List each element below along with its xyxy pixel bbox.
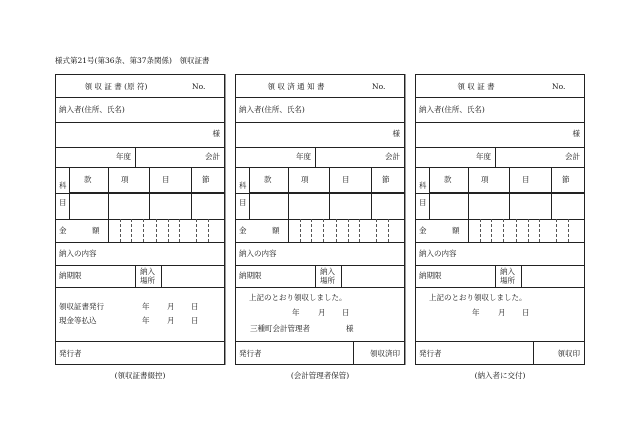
col-divider xyxy=(468,167,469,219)
row-divider xyxy=(236,147,404,148)
fiscal-year-label: 年度 xyxy=(476,152,491,161)
row-divider xyxy=(416,97,584,98)
digit-divider xyxy=(120,219,121,242)
row-divider xyxy=(56,242,224,243)
col-divider xyxy=(551,167,552,219)
digit-divider xyxy=(491,219,492,242)
account-label: 会計 xyxy=(385,152,400,161)
subject-label: 科 xyxy=(59,181,67,190)
amount-label: 金 xyxy=(419,226,427,235)
row-divider xyxy=(56,219,224,220)
row-divider xyxy=(236,97,404,98)
row-divider xyxy=(56,193,224,194)
digit-divider xyxy=(388,219,389,242)
number-label: No. xyxy=(372,82,386,91)
number-label: No. xyxy=(552,82,566,91)
deadline-label: 納期限 xyxy=(239,271,262,280)
payer-label: 納入者(住所、氏名) xyxy=(419,105,485,114)
digit-divider xyxy=(376,219,377,242)
subject-col-0: 款 xyxy=(444,175,452,184)
col-divider xyxy=(329,167,330,219)
col-divider xyxy=(191,167,192,219)
subject-col-1: 項 xyxy=(481,175,489,184)
sama-label: 様 xyxy=(572,129,580,138)
row-divider xyxy=(56,287,224,288)
col-divider xyxy=(288,167,289,219)
digit-divider xyxy=(300,219,301,242)
digit-divider xyxy=(323,219,324,242)
digit-divider xyxy=(156,219,157,242)
payment-content-label: 納入の内容 xyxy=(239,249,277,258)
payment-content-label: 納入の内容 xyxy=(419,249,457,258)
issuer-label: 発行者 xyxy=(419,349,442,358)
row-divider xyxy=(56,97,224,98)
digit-divider xyxy=(208,219,209,242)
digit-divider xyxy=(196,219,197,242)
row-divider xyxy=(56,341,224,342)
row-divider xyxy=(416,122,584,123)
amount-label: 金 xyxy=(59,226,67,235)
row-divider xyxy=(56,122,224,123)
subject-col-3: 節 xyxy=(202,175,210,184)
row-divider xyxy=(416,147,584,148)
digit-divider xyxy=(516,219,517,242)
digit-divider xyxy=(168,219,169,242)
col-divider xyxy=(288,219,289,242)
stamp-label: 領収印 xyxy=(557,349,580,358)
cut-line xyxy=(225,74,226,365)
row-divider xyxy=(236,219,404,220)
col-divider xyxy=(521,265,522,287)
col-divider xyxy=(315,147,316,167)
number-label: No. xyxy=(192,82,206,91)
col-divider xyxy=(315,265,316,287)
subject-label: 科 xyxy=(239,181,247,190)
row-divider xyxy=(416,287,584,288)
digit-divider xyxy=(311,219,312,242)
fiscal-year-label: 年度 xyxy=(116,152,131,161)
col-divider xyxy=(149,167,150,219)
row-divider xyxy=(236,287,404,288)
month-label: 月 xyxy=(498,308,506,317)
col-divider xyxy=(108,167,109,219)
deadline-label: 納期限 xyxy=(59,271,82,280)
subject-label: 目 xyxy=(419,198,427,207)
subject-col-1: 項 xyxy=(121,175,129,184)
month-label: 月 xyxy=(167,316,175,325)
month-label: 月 xyxy=(167,302,175,311)
row-divider xyxy=(236,265,404,266)
receipt-notice xyxy=(235,74,405,365)
row-divider xyxy=(416,193,584,194)
col-divider xyxy=(495,147,496,167)
form-caption: (会計管理者保管) xyxy=(290,371,350,380)
day-label: 日 xyxy=(191,302,199,311)
payer-label: 納入者(住所、氏名) xyxy=(59,105,125,114)
amount-label: 額 xyxy=(452,226,460,235)
subject-label: 目 xyxy=(59,198,67,207)
treasurer-label: 三種町会計管理者 xyxy=(250,324,310,333)
col-divider xyxy=(468,219,469,242)
col-divider xyxy=(371,167,372,219)
subject-label: 科 xyxy=(419,181,427,190)
subject-col-2: 目 xyxy=(342,175,350,184)
digit-divider xyxy=(503,219,504,242)
year-label: 年 xyxy=(472,308,480,317)
subject-col-2: 目 xyxy=(162,175,170,184)
row-divider xyxy=(236,242,404,243)
digit-divider xyxy=(336,219,337,242)
col-divider xyxy=(495,265,496,287)
col-divider xyxy=(135,265,136,287)
col-divider xyxy=(135,147,136,167)
col-divider xyxy=(533,341,534,365)
receipt-statement: 上記のとおり領収しました。 xyxy=(249,293,347,302)
row-divider xyxy=(416,242,584,243)
form-title: 領 収 証 書 xyxy=(457,82,495,91)
year-label: 年 xyxy=(142,302,150,311)
issuer-label: 発行者 xyxy=(239,349,262,358)
digit-divider xyxy=(131,219,132,242)
row-divider xyxy=(416,167,584,168)
row-divider xyxy=(56,147,224,148)
account-label: 会計 xyxy=(565,152,580,161)
amount-label: 金 xyxy=(239,226,247,235)
issue-line-label: 現金等払込 xyxy=(59,316,97,325)
payment-content-label: 納入の内容 xyxy=(59,249,97,258)
form-caption: (領収証書綴控) xyxy=(114,371,166,380)
day-label: 日 xyxy=(522,308,530,317)
amount-label: 額 xyxy=(272,226,280,235)
form-title: 領 収 済 通 知 書 xyxy=(267,82,325,91)
deadline-label: 納期限 xyxy=(419,271,442,280)
day-label: 日 xyxy=(191,316,199,325)
digit-divider xyxy=(528,219,529,242)
digit-divider xyxy=(143,219,144,242)
subject-col-3: 節 xyxy=(562,175,570,184)
payment-place-label: 納入 場所 xyxy=(500,267,515,286)
row-divider xyxy=(56,167,224,168)
digit-divider xyxy=(539,219,540,242)
row-divider xyxy=(69,192,224,193)
col-divider xyxy=(249,167,250,219)
row-divider xyxy=(236,122,404,123)
subject-col-2: 目 xyxy=(522,175,530,184)
row-divider xyxy=(56,265,224,266)
digit-divider xyxy=(348,219,349,242)
col-divider xyxy=(69,167,70,219)
amount-label: 額 xyxy=(92,226,100,235)
row-divider xyxy=(416,265,584,266)
col-divider xyxy=(161,265,162,287)
subject-label: 目 xyxy=(239,198,247,207)
subject-col-1: 項 xyxy=(301,175,309,184)
day-label: 日 xyxy=(342,308,350,317)
year-label: 年 xyxy=(292,308,300,317)
form-header: 様式第21号(第36条、第37条関係) 領収証書 xyxy=(55,56,210,65)
digit-divider xyxy=(568,219,569,242)
payment-place-label: 納入 場所 xyxy=(320,267,335,286)
subject-col-0: 款 xyxy=(264,175,272,184)
issuer-label: 発行者 xyxy=(59,349,82,358)
stamp-label: 領収済印 xyxy=(370,349,400,358)
sama-label: 様 xyxy=(212,129,220,138)
form-caption: (納入者に交付) xyxy=(474,371,526,380)
col-divider xyxy=(353,341,354,365)
receipt-stub xyxy=(55,74,225,365)
cut-line xyxy=(405,74,406,365)
treasurer-sama: 様 xyxy=(346,324,354,333)
sama-label: 様 xyxy=(392,129,400,138)
row-divider xyxy=(429,192,584,193)
row-divider xyxy=(236,167,404,168)
payment-place-label: 納入 場所 xyxy=(140,267,155,286)
row-divider xyxy=(236,193,404,194)
receipt-statement: 上記のとおり領収しました。 xyxy=(429,293,527,302)
form-title: 領 収 証 書 (原 符) xyxy=(84,82,148,91)
subject-col-3: 節 xyxy=(382,175,390,184)
row-divider xyxy=(249,192,404,193)
payer-label: 納入者(住所、氏名) xyxy=(239,105,305,114)
col-divider xyxy=(509,167,510,219)
digit-divider xyxy=(556,219,557,242)
fiscal-year-label: 年度 xyxy=(296,152,311,161)
row-divider xyxy=(416,341,584,342)
year-label: 年 xyxy=(142,316,150,325)
col-divider xyxy=(429,167,430,219)
issue-line-label: 領収証書発行 xyxy=(59,302,104,311)
month-label: 月 xyxy=(318,308,326,317)
subject-col-0: 款 xyxy=(84,175,92,184)
row-divider xyxy=(416,219,584,220)
receipt-certificate xyxy=(415,74,585,365)
col-divider xyxy=(108,219,109,242)
account-label: 会計 xyxy=(205,152,220,161)
digit-divider xyxy=(480,219,481,242)
row-divider xyxy=(236,341,404,342)
digit-divider xyxy=(179,219,180,242)
digit-divider xyxy=(359,219,360,242)
col-divider xyxy=(341,265,342,287)
